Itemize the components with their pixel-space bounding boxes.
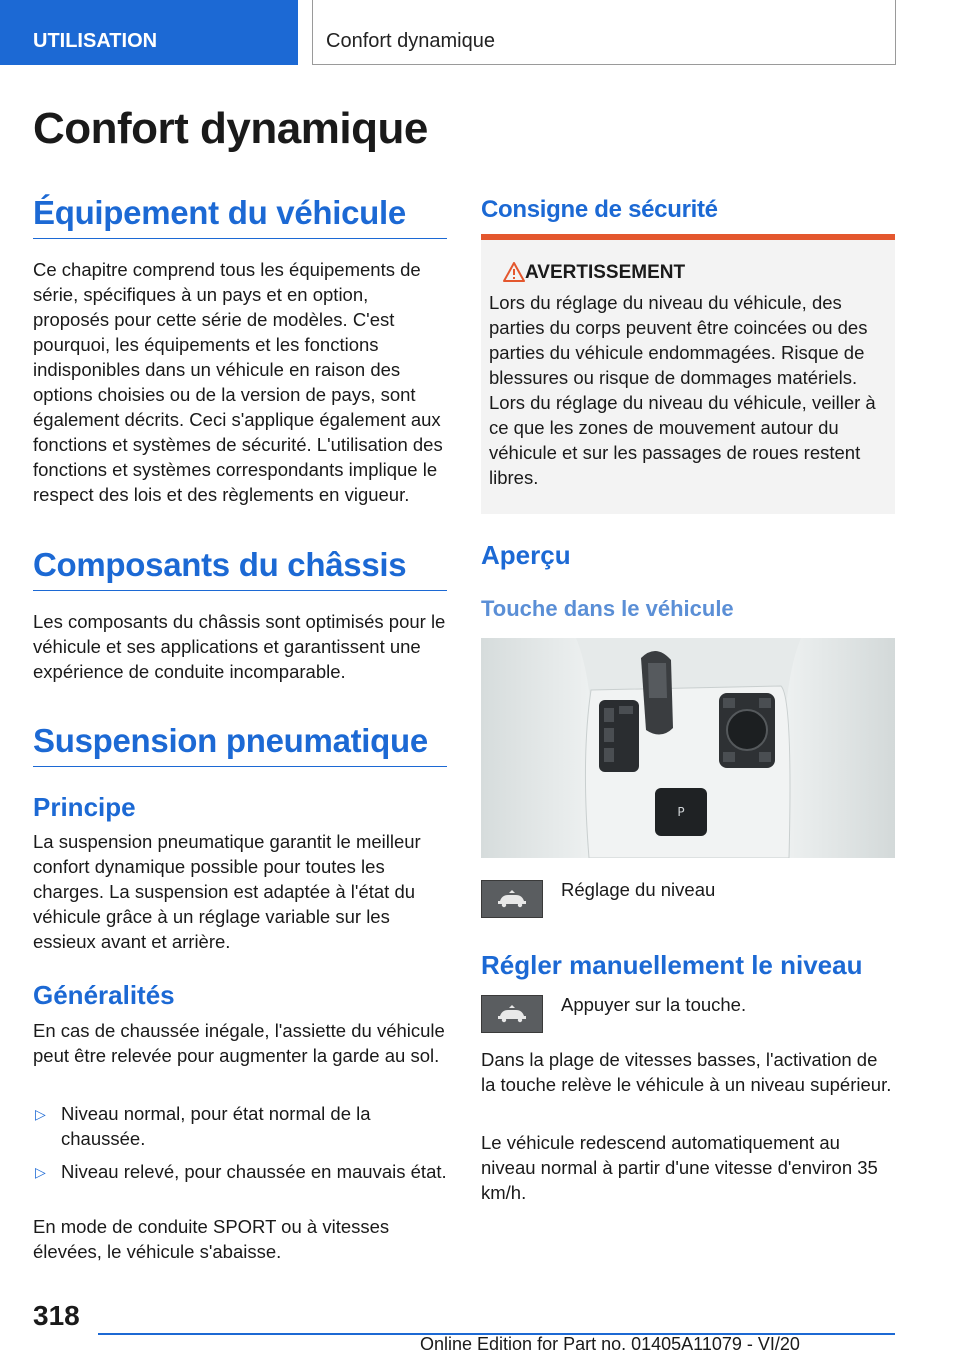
list-item-text: Niveau normal, pour état normal de la chaussée.: [61, 1103, 371, 1149]
heading-suspension: Suspension pneumatique: [33, 722, 447, 767]
header-section-tab: UTILISATION: [0, 0, 298, 65]
warning-title: [489, 262, 887, 286]
page-number: 318: [33, 1300, 80, 1331]
paragraph-chassis: Les composants du châssis sont optimisés pour le véhicule et ses applications et garantissent une expérience de conduite incomparable.: [33, 611, 446, 682]
heading-touche: Touche dans le véhicule: [481, 596, 734, 621]
warning-title-text: AVERTISSEMENT: [525, 262, 686, 283]
list-item: [33, 1101, 447, 1151]
paragraph-sport: En mode de conduite SPORT ou à vitesses élevées, le véhicule s'abaisse.: [33, 1216, 390, 1262]
paragraph-activation: Dans la plage de vitesses basses, l'activation de la touche relève le véhicule à un niveau supérieur.: [481, 1049, 892, 1095]
key-label-reglage: Réglage du niveau: [561, 879, 716, 900]
paragraph-generalites: En cas de chaussée inégale, l'assiette du véhicule peut être relevée pour augmenter la garde au sol.: [33, 1020, 445, 1066]
heading-chassis: Composants du châssis: [33, 546, 447, 591]
page-title: Confort dynamique: [33, 104, 428, 153]
heading-generalites: Généralités: [33, 980, 175, 1010]
level-adjust-key: [481, 995, 543, 1033]
header-chapter-title: Confort dynamique: [312, 0, 896, 65]
triangle-bullet-icon: ▷: [35, 1106, 46, 1122]
triangle-bullet-icon: ▷: [35, 1164, 46, 1180]
paragraph-principe: La suspension pneumatique garantit le meilleur confort dynamique possible pour toutes les charges. La suspension est adaptée à l'état du véhicule grâce à un réglage variable sur les essieux avant et arrière.: [33, 831, 421, 952]
heading-consigne: Consigne de sécurité: [481, 196, 718, 223]
warning-box: [481, 240, 895, 514]
warning-triangle-icon: [503, 262, 525, 282]
heading-principe: Principe: [33, 792, 136, 822]
paragraph-equipement: Ce chapitre comprend tous les équipements de série, spécifiques à un pays et en option, proposés pour cette série de modèles. C'est pourquoi, les équipements et les fonctions indisponibles dans un véhicule en raison des options choisies ou de la version de pays, sont également décrits. Ceci s'applique également aux fonctions et systèmes de sécurité. L'utilisation des fonctions et systèmes correspondants implique le respect des lois et des règlements en vigueur.: [33, 259, 443, 505]
center-console-illustration: [481, 638, 895, 858]
heading-apercu: Aperçu: [481, 540, 571, 570]
level-adjust-key: [481, 880, 543, 918]
list-item: [33, 1159, 447, 1184]
heading-regler: Régler manuellement le niveau: [481, 950, 863, 980]
center-console-photo: [481, 638, 895, 858]
list-item-text: Niveau relevé, pour chaussée en mauvais état.: [61, 1161, 447, 1182]
svg-text:P: P: [677, 805, 685, 819]
warning-text: Lors du réglage du niveau du véhicule, des parties du corps peuvent être coincées ou des parties du véhicule endommagées. Risque de blessures ou risque de dommages matériels. Lors du réglage du niveau du véhicule, veiller à ce que les zones de mouvement autour du véhicule et sur les passages de roues restent libres.: [489, 292, 876, 488]
footer-edition: Online Edition for Part no. 01405A11079 - VI/20: [420, 1334, 800, 1354]
car-level-icon: [482, 881, 542, 916]
car-level-icon: [482, 996, 542, 1031]
heading-equipement: Équipement du véhicule: [33, 194, 447, 239]
key-label-appuyer: Appuyer sur la touche.: [561, 994, 747, 1015]
paragraph-redescend: Le véhicule redescend automatiquement au niveau normal à partir d'une vitesse d'environ 35 km/h.: [481, 1132, 878, 1203]
